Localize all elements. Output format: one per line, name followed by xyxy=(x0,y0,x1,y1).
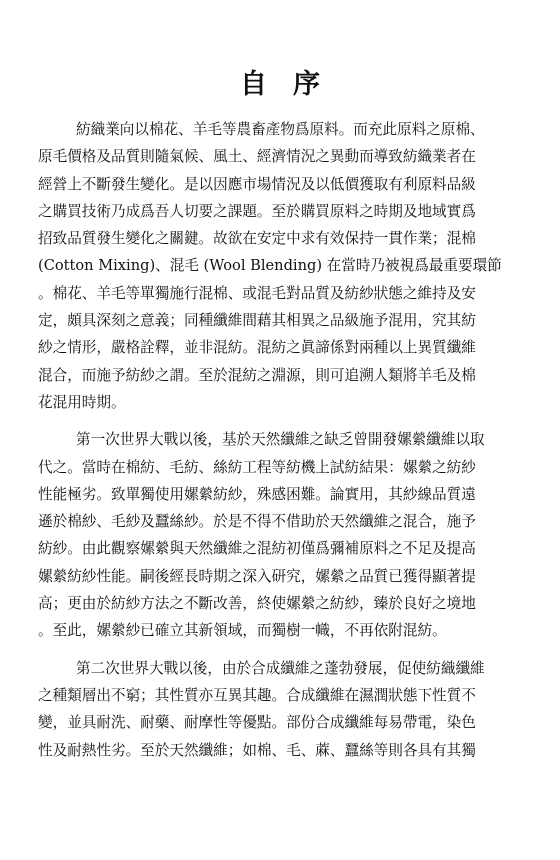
text-line: 紡織業向以棉花、羊毛等農畜產物爲原料。而充此原料之原棉、 xyxy=(76,121,485,138)
page-title: 自序 xyxy=(240,69,346,100)
text-line: 定，頗具深刻之意義；同種纖維間藉其相異之品級施予混用，究其紡 xyxy=(38,312,476,330)
text-line: 花混用時期。 xyxy=(38,393,126,411)
paragraph-3 xyxy=(38,655,516,764)
text-line: 性能極劣。致單獨使用嫘縈紡紗，殊感困難。論實用，其紗線品質遠 xyxy=(38,485,476,503)
text-line: 第一次世界大戰以後，基於天然纖維之缺乏曾開發嫘縈纖維以取 xyxy=(76,431,485,449)
text-line: 變，並具耐洗、耐藥、耐摩性等優點。部份合成纖維每易帶電，染色 xyxy=(38,714,476,732)
text-line: 混合，而施予紡紗之謂。至於混紡之淵源，則可追溯人類將羊毛及棉 xyxy=(38,366,476,384)
text-line: 代之。當時在棉紡、毛紡、絲紡工程等紡機上試紡結果：嫘縈之紡紗 xyxy=(38,458,476,476)
text-line: 性及耐熱性劣。至於天然纖維；如棉、毛、蔴、蠶絲等則各具有其獨 xyxy=(38,741,476,759)
text-line: 紡紗。由此觀察嫘縈與天然纖維之混紡初僅爲彌補原料之不足及提高 xyxy=(38,540,476,558)
text-line: 原毛價格及品質則隨氣候、風土、經濟情況之異動而導致紡織業者在 xyxy=(38,148,476,166)
text-line: 。棉花、羊毛等單獨施行混棉、或混毛對品質及紡紗狀態之維持及安 xyxy=(38,284,476,302)
text-line: 紗之情形，嚴格詮釋，並非混紡。混紡之眞諦係對兩種以上異質纖維 xyxy=(38,339,476,357)
text-line: 經營上不斷發生變化。是以因應市場情況及以低價獲取有利原料品級 xyxy=(38,175,476,193)
text-line: 高；更由於紡紗方法之不斷改善，終使嫘縈之紡紗，臻於良好之境地 xyxy=(38,595,476,613)
paragraph-1 xyxy=(38,116,516,416)
text-line: 招致品質發生變化之關鍵。故欲在安定中求有效保持一貫作業；混棉 xyxy=(38,230,476,248)
text-line: 嫘縈紡紗性能。嗣後經長時期之深入研究，嫘縈之品質已獲得顯著提 xyxy=(38,567,476,585)
paragraph-2 xyxy=(38,426,516,644)
text-line: 之購買技術乃成爲吾人切要之課題。至於購買原料之時期及地域實爲 xyxy=(38,202,476,220)
preface-body xyxy=(38,116,516,774)
text-line: 。至此，嫘縈紗已確立其新領域，而獨樹一幟，不再依附混紡。 xyxy=(38,622,447,640)
text-line: 第二次世界大戰以後，由於合成纖維之蓬勃發展，促使紡織纖維 xyxy=(76,659,485,677)
text-line: 之種類層出不窮；其性質亦互異其趣。合成纖維在濕潤狀態下性質不 xyxy=(38,686,476,704)
text-line: 遜於棉紗、毛紗及蠶絲紗。於是不得不借助於天然纖維之混合，施予 xyxy=(38,513,476,531)
text-line: (Cotton Mixing)、混毛 (Wool Blending) 在當時乃被視爲最重要環節 xyxy=(38,257,502,275)
